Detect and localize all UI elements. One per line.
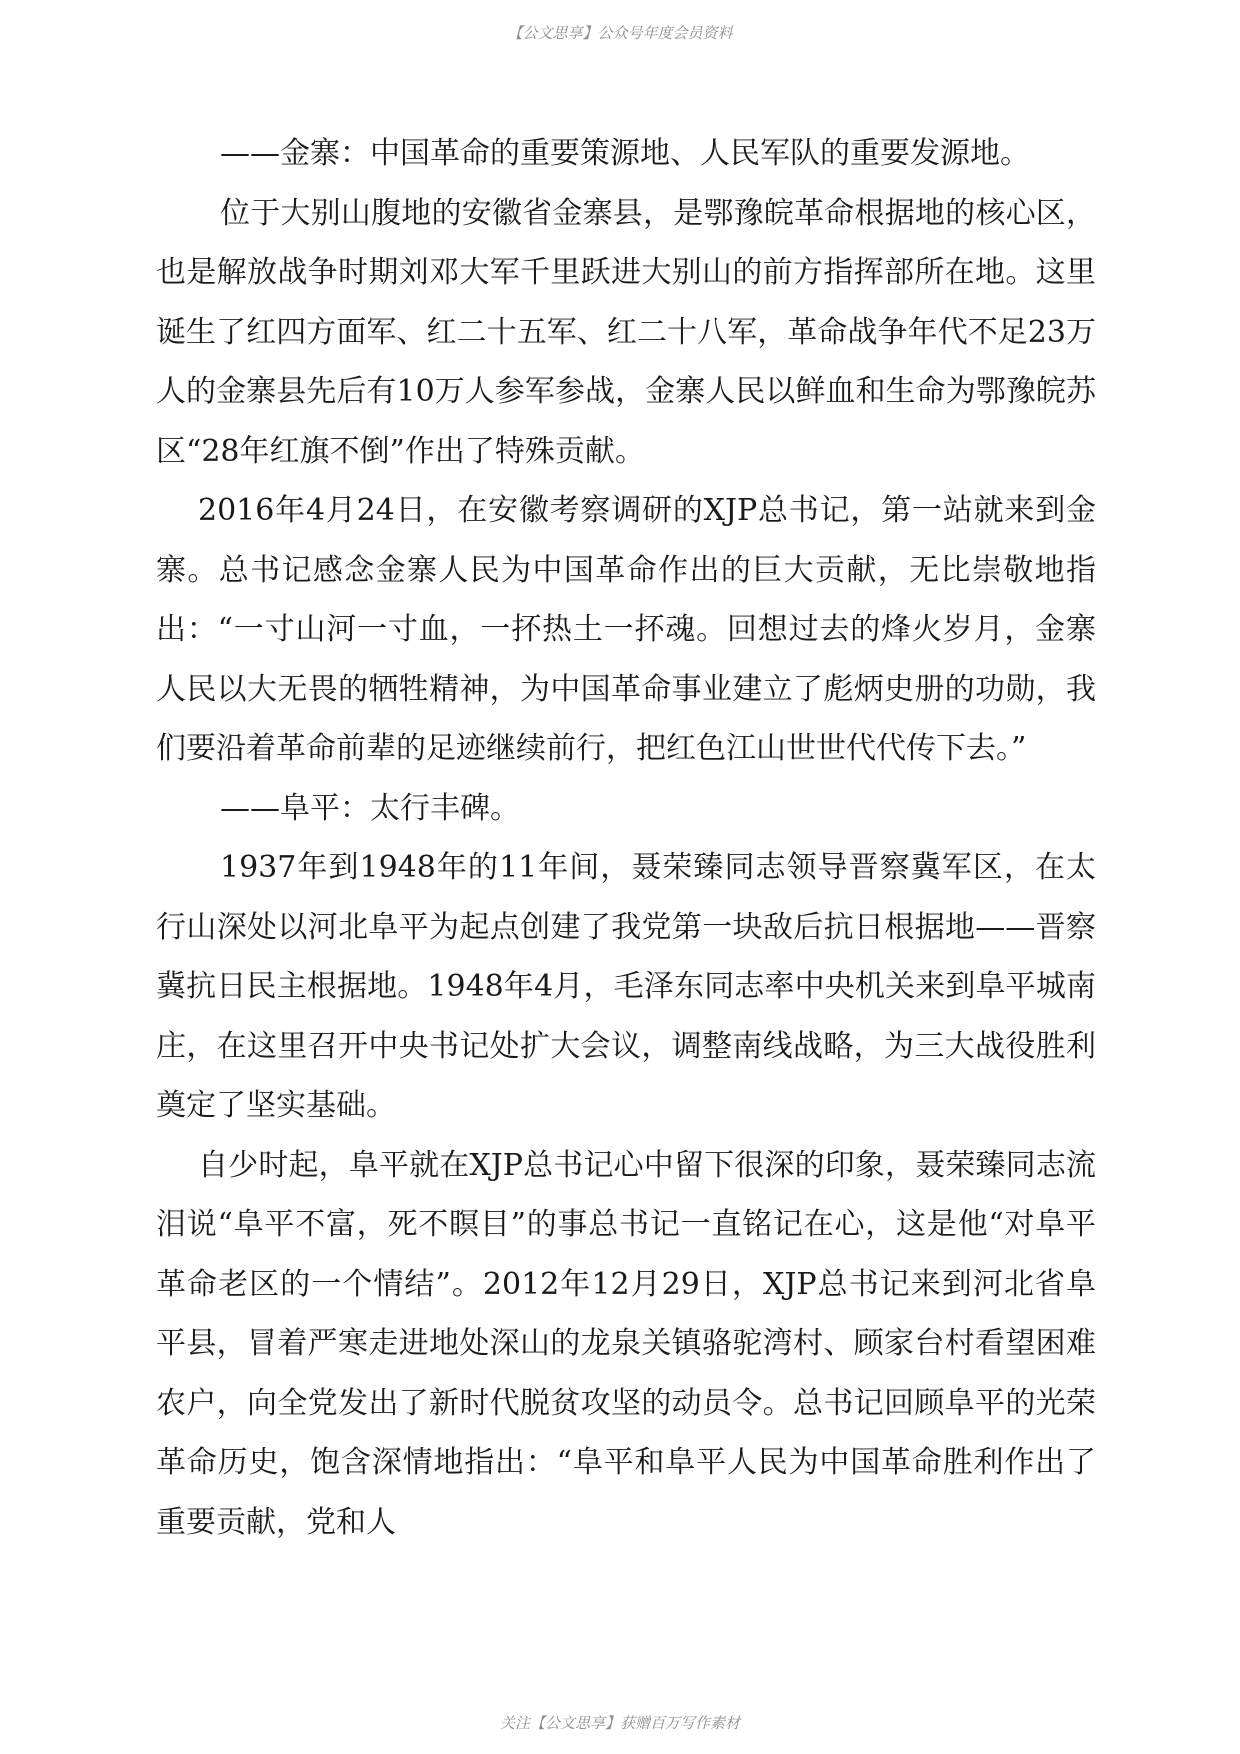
paragraph-jinzhai-visit: 2016年4月24日，在安徽考察调研的XJP总书记，第一站就来到金寨。总书记感念金寨人民为中国革命作出的巨大贡献，无比崇敬地指出：“一寸山河一寸血，一抔热土一抔魂。回想过去的烽火岁月，金寨人民以大无畏的牺牲精神，为中国革命事业建立了彪炳史册的功勋，我们要沿着革命前辈的足迹继续前行，把红色江山世世代代传下去。” bbox=[156, 493, 1096, 766]
paragraph-jinzhai-intro: 位于大别山腹地的安徽省金寨县，是鄂豫皖革命根据地的核心区，也是解放战争时期刘邓大军千里跃进大别山的前方指挥部所在地。这里诞生了红四方面军、红二十五军、红二十八军，革命战争年代不足23万人的金寨县先后有10万人参军参战，金寨人民以鲜血和生命为鄂豫皖苏区“28年红旗不倒”作出了特殊贡献。 bbox=[156, 195, 1096, 469]
document-body bbox=[156, 124, 1096, 1552]
paragraph-fuping-heading: ——阜平：太行丰碑。 bbox=[220, 790, 520, 826]
paragraph-fuping-visit: 自少时起，阜平就在XJP总书记心中留下很深的印象，聂荣臻同志流泪说“阜平不富，死不瞑目”的事总书记一直铭记在心，这是他“对阜平革命老区的一个情结”。2012年12月29日，XJP总书记来到河北省阜平县，冒着严寒走进地处深山的龙泉关镇骆驼湾村、顾家台村看望困难农户，向全党发出了新时代脱贫攻坚的动员令。总书记回顾阜平的光荣革命历史，饱含深情地指出：“阜平和阜平人民为中国革命胜利作出了重要贡献，党和人 bbox=[156, 1147, 1096, 1540]
page-footer: 关注【公文思享】获赠百万写作素材 bbox=[499, 1714, 740, 1732]
paragraph-fuping-history: 1937年到1948年的11年间，聂荣臻同志领导晋察冀军区，在太行山深处以河北阜平为起点创建了我党第一块敌后抗日根据地——晋察冀抗日民主根据地。1948年4月，毛泽东同志率中央机关来到阜平城南庄，在这里召开中央书记处扩大会议，调整南线战略，为三大战役胜利奠定了坚实基础。 bbox=[156, 850, 1096, 1123]
page-header: 【公文思享】公众号年度会员资料 bbox=[507, 24, 733, 42]
paragraph-jinzhai-heading: ——金寨：中国革命的重要策源地、人民军队的重要发源地。 bbox=[220, 136, 1030, 171]
